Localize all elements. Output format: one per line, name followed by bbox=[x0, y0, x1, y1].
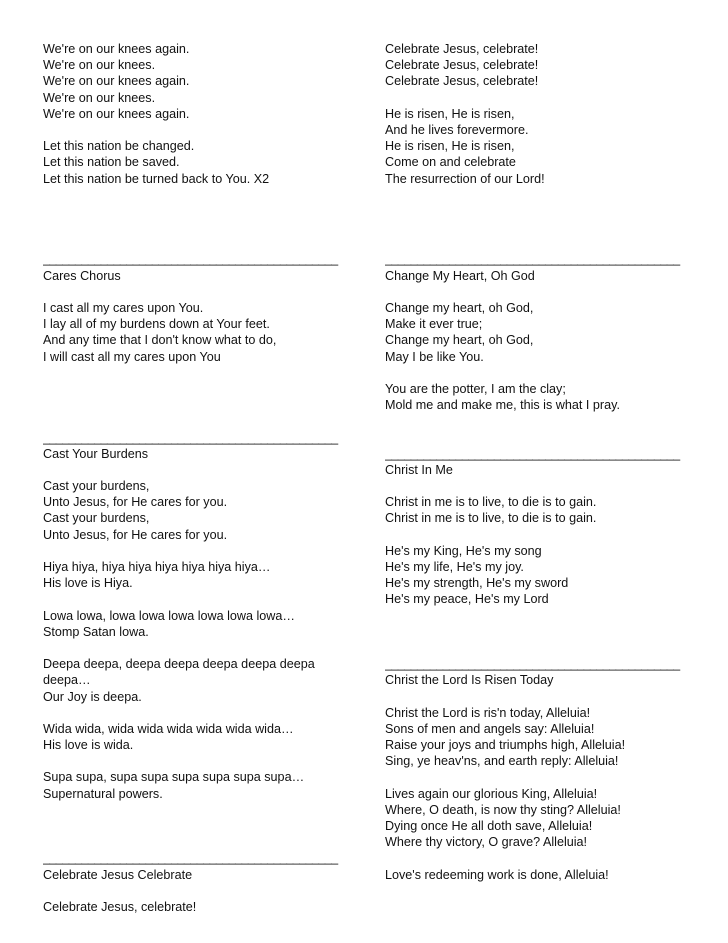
blank-line bbox=[43, 640, 343, 656]
blank-line bbox=[43, 818, 343, 834]
blank-line bbox=[385, 624, 685, 640]
lyric-line: Celebrate Jesus, celebrate! bbox=[385, 42, 539, 56]
lyric-line: Unto Jesus, for He cares for you. bbox=[43, 495, 228, 510]
lyric-line: Stomp Satan lowa. bbox=[43, 624, 149, 639]
lyric-line: He's my life, He's my joy. bbox=[385, 560, 524, 574]
blank-line bbox=[43, 235, 343, 251]
blank-line bbox=[385, 365, 685, 381]
blank-line bbox=[43, 381, 343, 397]
section-divider: ______________________________________________ bbox=[385, 446, 680, 461]
lyric-line: His love is Hiya. bbox=[43, 576, 133, 591]
section-divider: ______________________________________________ bbox=[385, 657, 680, 672]
lyric-line: Hiya hiya, hiya hiya hiya hiya hiya hiya… bbox=[43, 560, 271, 574]
lyric-line: Let this nation be changed. bbox=[43, 139, 195, 154]
song-title: Change My Heart, Oh God bbox=[385, 268, 535, 283]
blank-line bbox=[43, 753, 343, 769]
lyric-line: Let this nation be turned back to You. X2 bbox=[43, 171, 270, 186]
lyric-line: May I be like You. bbox=[385, 349, 484, 364]
lyric-line: Change my heart, oh God, bbox=[385, 301, 534, 315]
blank-line bbox=[385, 769, 685, 785]
blank-line bbox=[43, 883, 343, 899]
lyric-line: Where, O death, is now thy sting? Alleluia! bbox=[385, 802, 621, 817]
blank-line bbox=[385, 478, 685, 494]
blank-line bbox=[385, 608, 685, 624]
lyric-line: We're on our knees again. bbox=[43, 106, 190, 121]
song-title: Cares Chorus bbox=[43, 268, 121, 283]
section-divider: ______________________________________________ bbox=[385, 252, 680, 267]
blank-line bbox=[43, 219, 343, 235]
blank-line bbox=[385, 689, 685, 705]
lyric-line: Christ in me is to live, to die is to gain. bbox=[385, 495, 597, 510]
lyric-line: He's my peace, He's my Lord bbox=[385, 592, 549, 607]
blank-line bbox=[43, 397, 343, 413]
lyric-line: I lay all of my burdens down at Your feet. bbox=[43, 317, 270, 332]
blank-line bbox=[43, 543, 343, 559]
blank-line bbox=[385, 640, 685, 656]
lyric-line: Christ in me is to live, to die is to gain. bbox=[385, 511, 597, 526]
lyric-line: Come on and celebrate bbox=[385, 155, 516, 170]
song-title: Christ In Me bbox=[385, 462, 453, 477]
lyric-line: The resurrection of our Lord! bbox=[385, 171, 545, 186]
lyric-line: And he lives forevermore. bbox=[385, 122, 529, 137]
lyric-line: Christ the Lord is ris'n today, Alleluia! bbox=[385, 705, 591, 720]
lyric-line: Sing, ye heav'ns, and earth reply: Alleluia! bbox=[385, 754, 619, 769]
right-column bbox=[385, 41, 685, 883]
lyric-line: We're on our knees. bbox=[43, 58, 156, 73]
lyric-line: He's my King, He's my song bbox=[385, 543, 542, 558]
section-divider: ______________________________________________ bbox=[43, 851, 338, 866]
lyric-line: Celebrate Jesus, celebrate! bbox=[385, 58, 539, 73]
lyric-line: Cast your burdens, bbox=[43, 479, 150, 494]
section-divider: ______________________________________________ bbox=[43, 252, 338, 267]
lyric-line: Love's redeeming work is done, Alleluia! bbox=[385, 867, 609, 882]
lyric-line: Let this nation be saved. bbox=[43, 155, 180, 170]
lyric-line: Dying once He all doth save, Alleluia! bbox=[385, 819, 593, 833]
blank-line bbox=[43, 802, 343, 818]
blank-line bbox=[43, 462, 343, 478]
lyric-line: Raise your joys and triumphs high, Alleluia! bbox=[385, 738, 626, 753]
song-title: Christ the Lord Is Risen Today bbox=[385, 673, 554, 688]
lyric-line: He is risen, He is risen, bbox=[385, 139, 515, 154]
song-title: Celebrate Jesus Celebrate bbox=[43, 867, 193, 882]
blank-line bbox=[385, 527, 685, 543]
lyric-line: Change my heart, oh God, bbox=[385, 333, 534, 348]
blank-line bbox=[385, 203, 685, 219]
blank-line bbox=[43, 413, 343, 429]
lyric-line: Sons of men and angels say: Alleluia! bbox=[385, 721, 595, 736]
lyric-line: He is risen, He is risen, bbox=[385, 106, 515, 121]
lyric-line: Where thy victory, O grave? Alleluia! bbox=[385, 835, 588, 850]
lyric-line: Mold me and make me, this is what I pray. bbox=[385, 398, 620, 413]
blank-line bbox=[43, 203, 343, 219]
left-column bbox=[43, 41, 343, 915]
blank-line bbox=[385, 850, 685, 866]
lyric-line: Our Joy is deepa. bbox=[43, 689, 142, 704]
lyric-line: His love is wida. bbox=[43, 738, 134, 753]
section-divider: ______________________________________________ bbox=[43, 430, 338, 445]
lyric-line: I will cast all my cares upon You bbox=[43, 349, 221, 364]
lyric-line: Supa supa, supa supa supa supa supa supa… bbox=[43, 770, 305, 785]
blank-line bbox=[43, 122, 343, 138]
lyric-line: Deepa deepa, deepa deepa deepa deepa deepa bbox=[43, 657, 315, 672]
lyric-line: We're on our knees again. bbox=[43, 42, 190, 56]
blank-line bbox=[43, 834, 343, 850]
lyric-line: Celebrate Jesus, celebrate! bbox=[385, 74, 539, 89]
lyric-line: Supernatural powers. bbox=[43, 786, 163, 801]
lyric-line: And any time that I don't know what to do, bbox=[43, 333, 277, 348]
lyric-line: Celebrate Jesus, celebrate! bbox=[43, 899, 197, 914]
blank-line bbox=[43, 284, 343, 300]
blank-line bbox=[43, 187, 343, 203]
lyric-line: Lives again our glorious King, Alleluia! bbox=[385, 786, 598, 801]
blank-line bbox=[43, 591, 343, 607]
blank-line bbox=[385, 413, 685, 429]
blank-line bbox=[385, 430, 685, 446]
blank-line bbox=[385, 235, 685, 251]
blank-line bbox=[385, 90, 685, 106]
blank-line bbox=[385, 219, 685, 235]
lyric-line: He's my strength, He's my sword bbox=[385, 576, 569, 591]
lyric-line: Unto Jesus, for He cares for you. bbox=[43, 527, 228, 542]
lyric-line: deepa… bbox=[43, 673, 91, 688]
lyric-line: Wida wida, wida wida wida wida wida wida… bbox=[43, 721, 294, 736]
song-title: Cast Your Burdens bbox=[43, 446, 149, 461]
blank-line bbox=[385, 187, 685, 203]
lyric-line: I cast all my cares upon You. bbox=[43, 301, 204, 315]
lyric-line: Lowa lowa, lowa lowa lowa lowa lowa lowa… bbox=[43, 608, 295, 623]
blank-line bbox=[385, 284, 685, 300]
blank-line bbox=[43, 705, 343, 721]
lyric-line: Make it ever true; bbox=[385, 317, 483, 332]
blank-line bbox=[43, 365, 343, 381]
lyric-line: Cast your burdens, bbox=[43, 511, 150, 526]
lyric-line: We're on our knees again. bbox=[43, 74, 190, 89]
lyric-line: You are the potter, I am the clay; bbox=[385, 381, 566, 396]
lyric-line: We're on our knees. bbox=[43, 90, 156, 105]
